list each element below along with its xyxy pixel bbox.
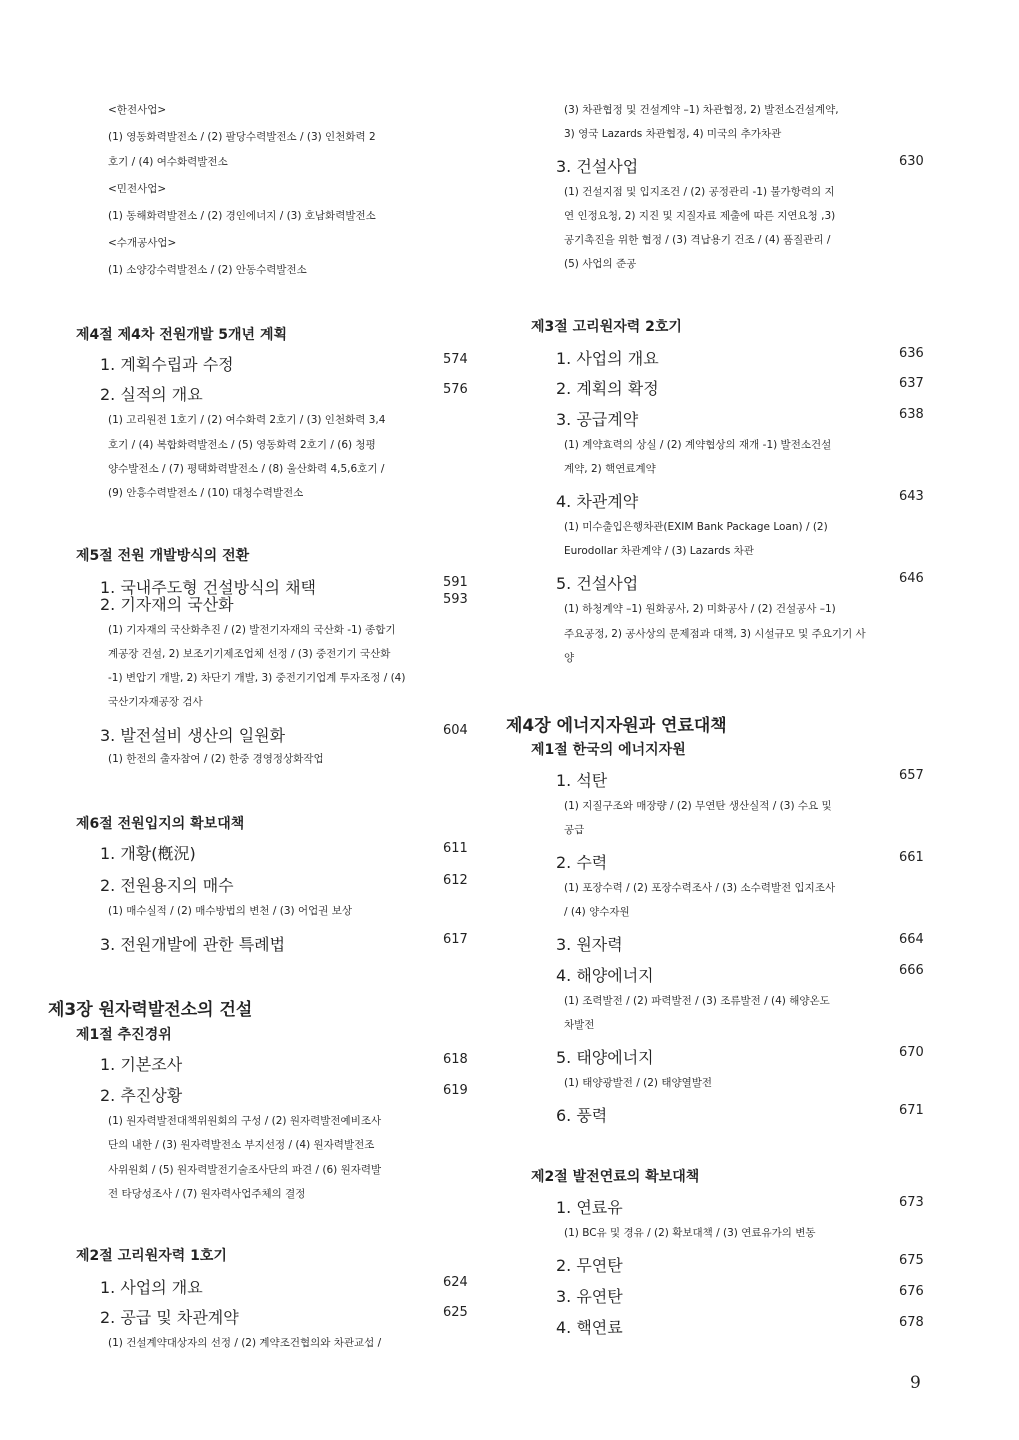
toc-page-number: 574 [443,352,468,367]
toc-item-title: 2. 기자재의 국산화 [100,595,234,614]
toc-item-title: 1. 계획수립과 수정 [100,355,234,374]
toc-detail-line: (1) 조력발전 / (2) 파력발전 / (3) 조류발전 / (4) 해양온도 [564,995,830,1007]
toc-detail-line: (1) 하청계약 –1) 원화공사, 2) 미화공사 / (2) 건설공사 –1) [564,603,836,615]
toc-detail-line: Eurodollar 차관계약 / (3) Lazards 차관 [564,545,754,557]
toc-page-number: 624 [443,1275,468,1290]
toc-item-title: 2. 무연탄 [556,1256,623,1275]
toc-detail-line: (1) 고리원전 1호기 / (2) 여수화력 2호기 / (3) 인천화력 3,4 [108,414,386,426]
toc-page-number: 637 [899,376,924,391]
toc-page-number: 678 [899,1315,924,1330]
toc-detail-line: (1) 포장수력 / (2) 포장수력조사 / (3) 소수력발전 입지조사 [564,882,836,894]
toc-item-title: 3. 건설사업 [556,157,639,176]
toc-page-number: 619 [443,1083,468,1098]
toc-page-number: 636 [899,346,924,361]
toc-item-title: 6. 풍력 [556,1106,608,1125]
toc-item-title: 3. 유연탄 [556,1287,623,1306]
toc-page-number: 657 [899,768,924,783]
toc-item-title: 2. 공급 및 차관계약 [100,1308,239,1327]
section-heading: 제1절 추진경위 [76,1027,172,1043]
toc-detail-line: 차발전 [564,1019,595,1031]
toc-detail-line: (1) 동해화력발전소 / (2) 경인에너지 / (3) 호남화력발전소 [108,210,376,222]
toc-item-title: 3. 원자력 [556,935,623,954]
section-heading: 제5절 전원 개발방식의 전환 [76,548,250,564]
toc-detail-line: <민전사업> [108,183,167,195]
toc-detail-line: (1) 영동화력발전소 / (2) 팔당수력발전소 / (3) 인천화력 2 [108,131,376,143]
toc-detail-line: -1) 변압기 개발, 2) 차단기 개발, 3) 중전기기업계 투자조정 / (4) [108,672,406,684]
toc-item-title: 1. 기본조사 [100,1055,183,1074]
toc-detail-line: 호기 / (4) 복합화력발전소 / (5) 영동화력 2호기 / (6) 청평 [108,439,376,451]
toc-detail-line: 양 [564,652,575,664]
toc-page-number: 646 [899,571,924,586]
toc-detail-line: (3) 차관협정 및 건설계약 –1) 차관협정, 2) 발전소건설계약, [564,104,839,116]
toc-page-number: 617 [443,932,468,947]
toc-page-number: 638 [899,407,924,422]
toc-detail-line: 주요공정, 2) 공사상의 문제점과 대책, 3) 시설규모 및 주요기기 사 [564,628,866,640]
toc-detail-line: (1) 계약효력의 상실 / (2) 계약협상의 재개 -1) 발전소건설 [564,439,832,451]
toc-item-title: 1. 개황(槪況) [100,844,196,863]
toc-item-title: 4. 차관계약 [556,492,639,511]
toc-detail-line: 호기 / (4) 여수화력발전소 [108,156,228,168]
toc-item-title: 3. 전원개발에 관한 특례법 [100,935,286,954]
toc-page-number: 604 [443,723,468,738]
toc-page-number: 661 [899,850,924,865]
toc-detail-line: 계약, 2) 핵연료계약 [564,463,656,475]
toc-page-number: 675 [899,1253,924,1268]
toc-detail-line: / (4) 양수자원 [564,906,630,918]
toc-page-number: 630 [899,154,924,169]
toc-detail-line: (1) 기자재의 국산화추진 / (2) 발전기자재의 국산화 -1) 종합기 [108,624,396,636]
toc-item-title: 1. 국내주도형 건설방식의 채택 [100,578,316,597]
toc-detail-line: (1) 미수출입은행차관(EXIM Bank Package Loan) / (2) [564,521,828,533]
toc-page-number: 676 [899,1284,924,1299]
toc-page-number: 576 [443,382,468,397]
toc-item-title: 2. 전원용지의 매수 [100,876,234,895]
toc-item-title: 2. 계획의 확정 [556,379,659,398]
section-heading: 제4절 제4차 전원개발 5개년 계획 [76,327,288,343]
toc-detail-line: 국산기자재공장 검사 [108,696,203,708]
chapter-heading: 제3장 원자력발전소의 건설 [48,1000,253,1020]
section-heading: 제6절 전원입지의 확보대책 [76,816,245,832]
toc-detail-line: (1) 지질구조와 매장량 / (2) 무연탄 생산실적 / (3) 수요 및 [564,800,832,812]
section-heading: 제2절 발전연료의 확보대책 [531,1169,700,1185]
toc-detail-line: <수개공사업> [108,237,177,249]
toc-page-number: 593 [443,592,468,607]
toc-detail-line: (1) 소양강수력발전소 / (2) 안동수력발전소 [108,264,307,276]
toc-page-number: 611 [443,841,468,856]
toc-item-title: 5. 건설사업 [556,574,639,593]
toc-page-number: 591 [443,575,468,590]
section-heading: 제1절 한국의 에너지자원 [531,742,686,758]
toc-page-number: 673 [899,1195,924,1210]
toc-detail-line: 연 인정요청, 2) 지진 및 지질자료 제출에 따른 지연요청 ,3) [564,210,836,222]
toc-detail-line: (1) 매수실적 / (2) 매수방법의 변천 / (3) 어업권 보상 [108,905,353,917]
toc-detail-line: <한전사업> [108,104,167,116]
toc-page-number: 670 [899,1045,924,1060]
toc-page-number: 618 [443,1052,468,1067]
toc-detail-line: 사위원회 / (5) 원자력발전기술조사단의 파견 / (6) 원자력발 [108,1164,382,1176]
toc-item-title: 1. 사업의 개요 [100,1278,203,1297]
toc-page-number: 666 [899,963,924,978]
toc-detail-line: 계공장 건설, 2) 보조기기제조업체 선정 / (3) 중전기기 국산화 [108,648,391,660]
toc-page-number: 664 [899,932,924,947]
toc-item-title: 1. 석탄 [556,771,608,790]
chapter-heading: 제4장 에너지자원과 연료대책 [506,716,727,736]
page-number: 9 [910,1373,921,1393]
section-heading: 제3절 고리원자력 2호기 [531,319,682,335]
toc-detail-line: 공급 [564,824,585,836]
section-heading: 제2절 고리원자력 1호기 [76,1248,227,1264]
toc-detail-line: 양수발전소 / (7) 평택화력발전소 / (8) 울산화력 4,5,6호기 / [108,463,385,475]
toc-item-title: 5. 태양에너지 [556,1048,654,1067]
toc-item-title: 2. 추진상황 [100,1086,183,1105]
toc-item-title: 4. 해양에너지 [556,966,654,985]
toc-item-title: 1. 사업의 개요 [556,349,659,368]
toc-detail-line: 3) 영국 Lazards 차관협정, 4) 미국의 추가차관 [564,128,782,140]
toc-detail-line: (1) 태양광발전 / (2) 태양열발전 [564,1077,713,1089]
toc-detail-line: 전 타당성조사 / (7) 원자력사업주체의 결정 [108,1188,306,1200]
toc-detail-line: 단의 내한 / (3) 원자력발전소 부지선정 / (4) 원자력발전조 [108,1139,375,1151]
toc-detail-line: (5) 사업의 준공 [564,258,637,270]
toc-page-number: 671 [899,1103,924,1118]
toc-item-title: 1. 연료유 [556,1198,623,1217]
toc-detail-line: (1) 건설계약대상자의 선정 / (2) 계약조건협의와 차관교섭 / [108,1337,382,1349]
toc-item-title: 2. 수력 [556,853,608,872]
toc-detail-line: (9) 안흥수력발전소 / (10) 대청수력발전소 [108,487,304,499]
toc-detail-line: (1) BC유 및 경유 / (2) 확보대책 / (3) 연료유가의 변동 [564,1227,816,1239]
toc-detail-line: 공기촉진을 위한 협정 / (3) 격납용기 건조 / (4) 품질관리 / [564,234,831,246]
toc-detail-line: (1) 원자력발전대책위원회의 구성 / (2) 원자력발전예비조사 [108,1115,382,1127]
toc-item-title: 3. 발전설비 생산의 일원화 [100,726,286,745]
toc-page-number: 625 [443,1305,468,1320]
toc-detail-line: (1) 한전의 출자참여 / (2) 한중 경영정상화작업 [108,753,324,765]
toc-page-number: 643 [899,489,924,504]
toc-page-number: 612 [443,873,468,888]
toc-detail-line: (1) 건설지점 및 입지조건 / (2) 공정관리 -1) 불가항력의 지 [564,186,835,198]
toc-item-title: 3. 공급계약 [556,410,639,429]
toc-item-title: 2. 실적의 개요 [100,385,203,404]
toc-item-title: 4. 핵연료 [556,1318,623,1337]
